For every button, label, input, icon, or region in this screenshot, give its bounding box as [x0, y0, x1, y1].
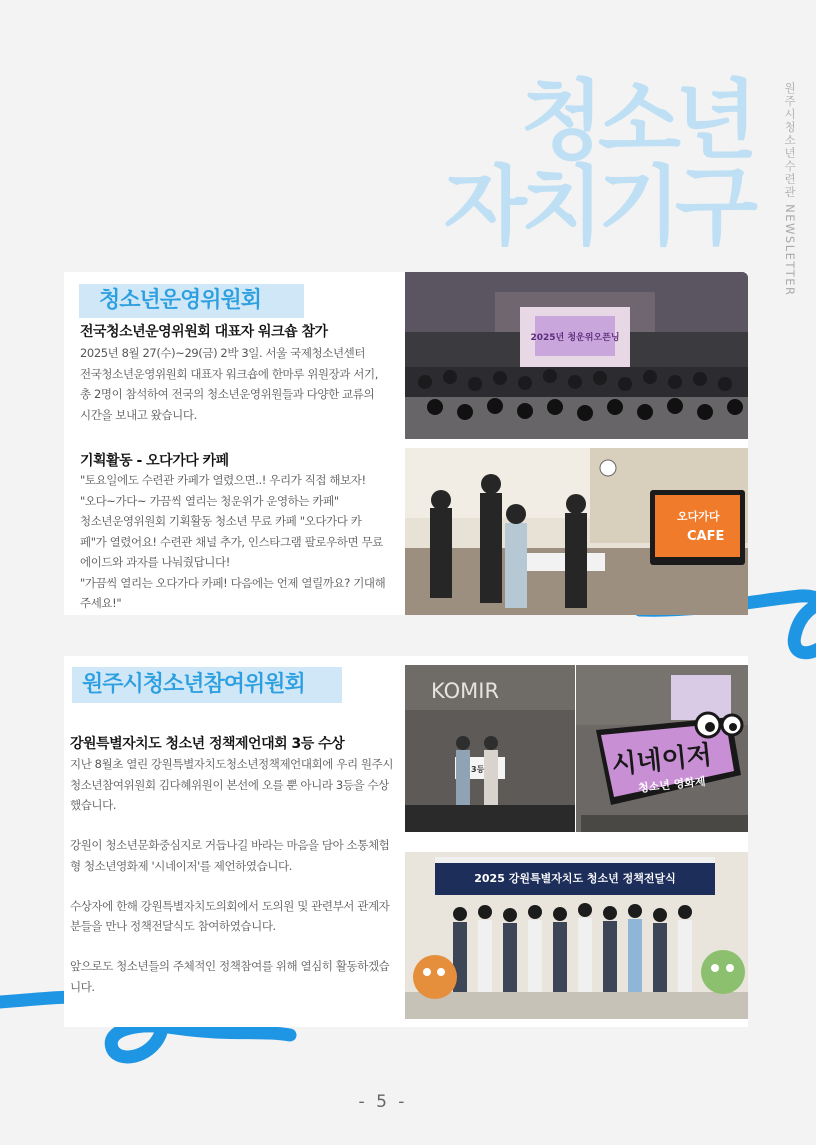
award-line: 니다. [70, 979, 95, 994]
workshop-line: 시간을 보내고 왔습니다. [80, 407, 197, 422]
youth-council-badge: 청소년운영위원회 [79, 284, 304, 318]
award-line: 청소년참여위원회 김다혜위원이 본선에 오를 뿐 아니라 3등을 수상 [70, 777, 389, 792]
cafe-photo [405, 448, 748, 615]
cafe-line: 페"가 열렸어요! 수련관 채널 추가, 인스타그램 팔로우하면 무료 [80, 534, 383, 549]
cafe-line: 에이드와 과자를 나눠줬답니다! [80, 555, 230, 569]
cineager-sign-photo [576, 665, 748, 832]
cafe-text [80, 470, 402, 614]
section-title [392, 71, 752, 257]
award-line: 분들을 만나 정책전달식도 참여하였습니다. [70, 919, 276, 933]
cafe-quote: "토요일에도 수련관 카페가 열렸으면..! 우리가 직접 해보자! [80, 473, 366, 487]
page-number: - 5 - [358, 1092, 408, 1112]
award-line: 강원이 청소년문화중심지로 거듭나길 바라는 마음을 담아 소통체험 [70, 838, 390, 852]
komir-logo-text: KOMIR [431, 679, 500, 703]
workshop-banner-text: 2025년 청운위오픈닝 [530, 333, 620, 343]
award-line: 지난 8월초 열린 강원특별자치도청소년정책제언대회에 우리 원주시 [70, 757, 394, 771]
cafe-line: 주세요!" [80, 596, 122, 610]
cafe-quote: "오다~가다~ 가끔씩 열리는 청운위가 운영하는 카페" [80, 493, 339, 508]
section-title-line1: 청소년 [520, 71, 752, 171]
award-heading: 강원특별자치도 청소년 정책제언대회 3등 수상 [70, 736, 345, 752]
cineager-sign-main: 시네이저 [610, 740, 714, 781]
award-text [70, 754, 404, 997]
cafe-line: 청소년운영위원회 기획활동 청소년 무료 카페 "오다가다 카 [80, 514, 362, 528]
cineager-sign-sub: 청소년 영화제 [637, 774, 707, 795]
policy-ceremony-photo [405, 852, 748, 1019]
award-line: 형 청소년영화제 '시네이저'를 제언하였습니다. [70, 858, 293, 873]
award-stage-photo [405, 665, 575, 832]
cafe-line: "가끔씩 열리는 오다가다 카페! 다음에는 언제 열릴까요? 기대해 [80, 575, 386, 590]
participation-committee-badge: 원주시청소년참여위원회 [72, 667, 342, 703]
section-title-line2: 자치기구 [443, 157, 752, 257]
workshop-line: 전국청소년운영위원회 대표자 워크숍에 한마루 위원장과 서기, [80, 366, 378, 381]
workshop-photo [405, 272, 748, 439]
award-line: 했습니다. [70, 798, 117, 812]
award-line: 앞으로도 청소년들의 주체적인 정책참여를 위해 열심히 활동하겠습 [70, 959, 390, 973]
newsletter-side-label: 원주시청소년수련관 NEWSLETTER [783, 82, 797, 297]
ceremony-banner-text: 2025 강원특별자치도 청소년 정책전달식 [474, 872, 676, 885]
cafe-sign-line2: CAFE [687, 529, 725, 544]
workshop-text [80, 343, 400, 425]
cafe-sign-line1: 오다가다 [677, 510, 720, 523]
cafe-heading: 기획활동 - 오다가다 카페 [80, 453, 229, 469]
workshop-line: 2025년 8월 27(수)~29(금) 2박 3일. 서울 국제청소년센터 [80, 346, 366, 360]
workshop-heading: 전국청소년운영위원회 대표자 워크숍 참가 [80, 324, 328, 340]
award-line: 수상자에 한해 강원특별자치도의회에서 도의원 및 관련부서 관계자 [70, 898, 390, 913]
workshop-line: 총 2명이 참석하여 전국의 청소년운영위원들과 다양한 교류의 [80, 387, 375, 401]
award-board-text: 3등 [471, 765, 485, 774]
